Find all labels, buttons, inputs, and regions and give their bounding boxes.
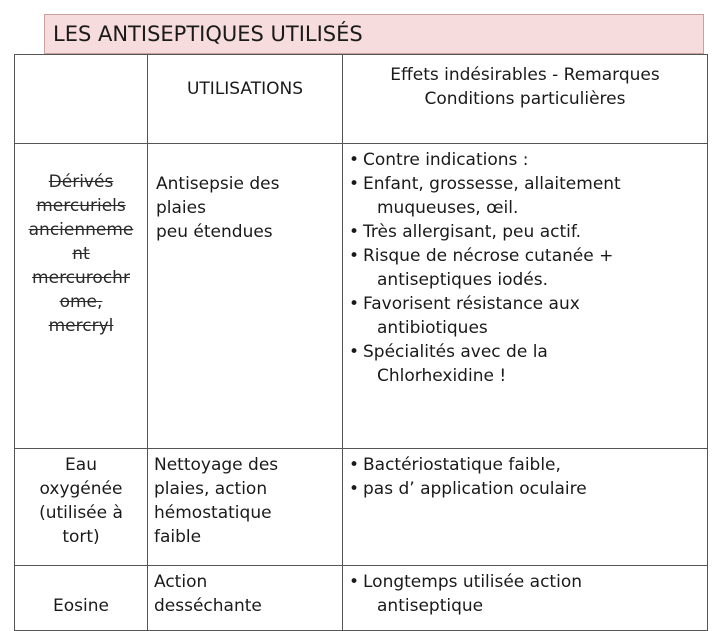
effect-item: • Risque de nécrose cutanée + antiseptiques iodés. — [349, 244, 707, 292]
use-line: Action — [154, 572, 208, 592]
antiseptic-name-cell — [15, 144, 148, 449]
use-cell — [148, 144, 343, 449]
effect-item: • Contre indications : — [349, 148, 707, 172]
table-row — [15, 449, 708, 566]
effects-list — [343, 566, 707, 618]
header-effets-line2: Conditions particulières — [424, 89, 626, 109]
slide-title: LES ANTISEPTIQUES UTILISÉS — [53, 22, 363, 46]
use-line: desséchante — [154, 596, 262, 616]
use-line: faible — [154, 527, 202, 547]
name-line: tort) — [62, 527, 100, 547]
effects-cell — [343, 566, 708, 631]
effect-item: • pas d’ application oculaire — [349, 477, 707, 501]
name-line: Eosine — [53, 596, 109, 616]
name-line: (utilisée à — [39, 503, 123, 523]
use-line: peu étendues — [156, 222, 273, 242]
table-row — [15, 566, 708, 631]
effects-list — [343, 144, 707, 388]
effect-item: • Spécialités avec de la Chlorhexidine ! — [349, 340, 707, 388]
effect-item: • Enfant, grossesse, allaitement muqueuses, œil. — [349, 172, 707, 220]
effects-cell — [343, 144, 708, 449]
use-line: plaies, action — [154, 479, 268, 499]
name-line: mercryl — [48, 316, 114, 336]
use-cell — [148, 449, 343, 566]
name-line: nt — [72, 244, 90, 264]
slide-title-box — [44, 14, 704, 54]
effects-list — [343, 449, 707, 501]
antiseptic-name-cell — [15, 449, 148, 566]
name-line: ome, — [59, 292, 103, 312]
header-cell-utilisations — [148, 55, 343, 144]
header-effets-line1: Effets indésirables - Remarques — [390, 65, 660, 85]
name-line: mercuriels — [36, 196, 126, 216]
use-cell — [148, 566, 343, 631]
name-line: Dérivés — [48, 172, 114, 192]
effect-item: • Favorisent résistance aux antibiotiques — [349, 292, 707, 340]
effect-item: • Longtemps utilisée action antiseptique — [349, 570, 707, 618]
antiseptic-name-strikethrough — [15, 144, 147, 338]
table-row — [15, 144, 708, 449]
antiseptic-name-cell — [15, 566, 148, 631]
name-line: Eau — [65, 455, 97, 475]
use-line: hémostatique — [154, 503, 272, 523]
table-header-row — [15, 55, 708, 144]
header-cell-effets — [343, 55, 708, 144]
name-line: mercurochr — [32, 268, 130, 288]
use-line: plaies — [156, 198, 206, 218]
effect-item: • Très allergisant, peu actif. — [349, 220, 707, 244]
use-line: Nettoyage des — [154, 455, 279, 475]
effect-item: • Bactériostatique faible, — [349, 453, 707, 477]
use-line: Antisepsie des — [156, 174, 280, 194]
antiseptics-table — [14, 54, 708, 631]
header-utilisations-label: UTILISATIONS — [186, 79, 304, 99]
effects-cell — [343, 449, 708, 566]
name-line: ancienneme — [28, 220, 134, 240]
name-line: oxygénée — [39, 479, 123, 499]
header-cell-empty — [15, 55, 148, 144]
